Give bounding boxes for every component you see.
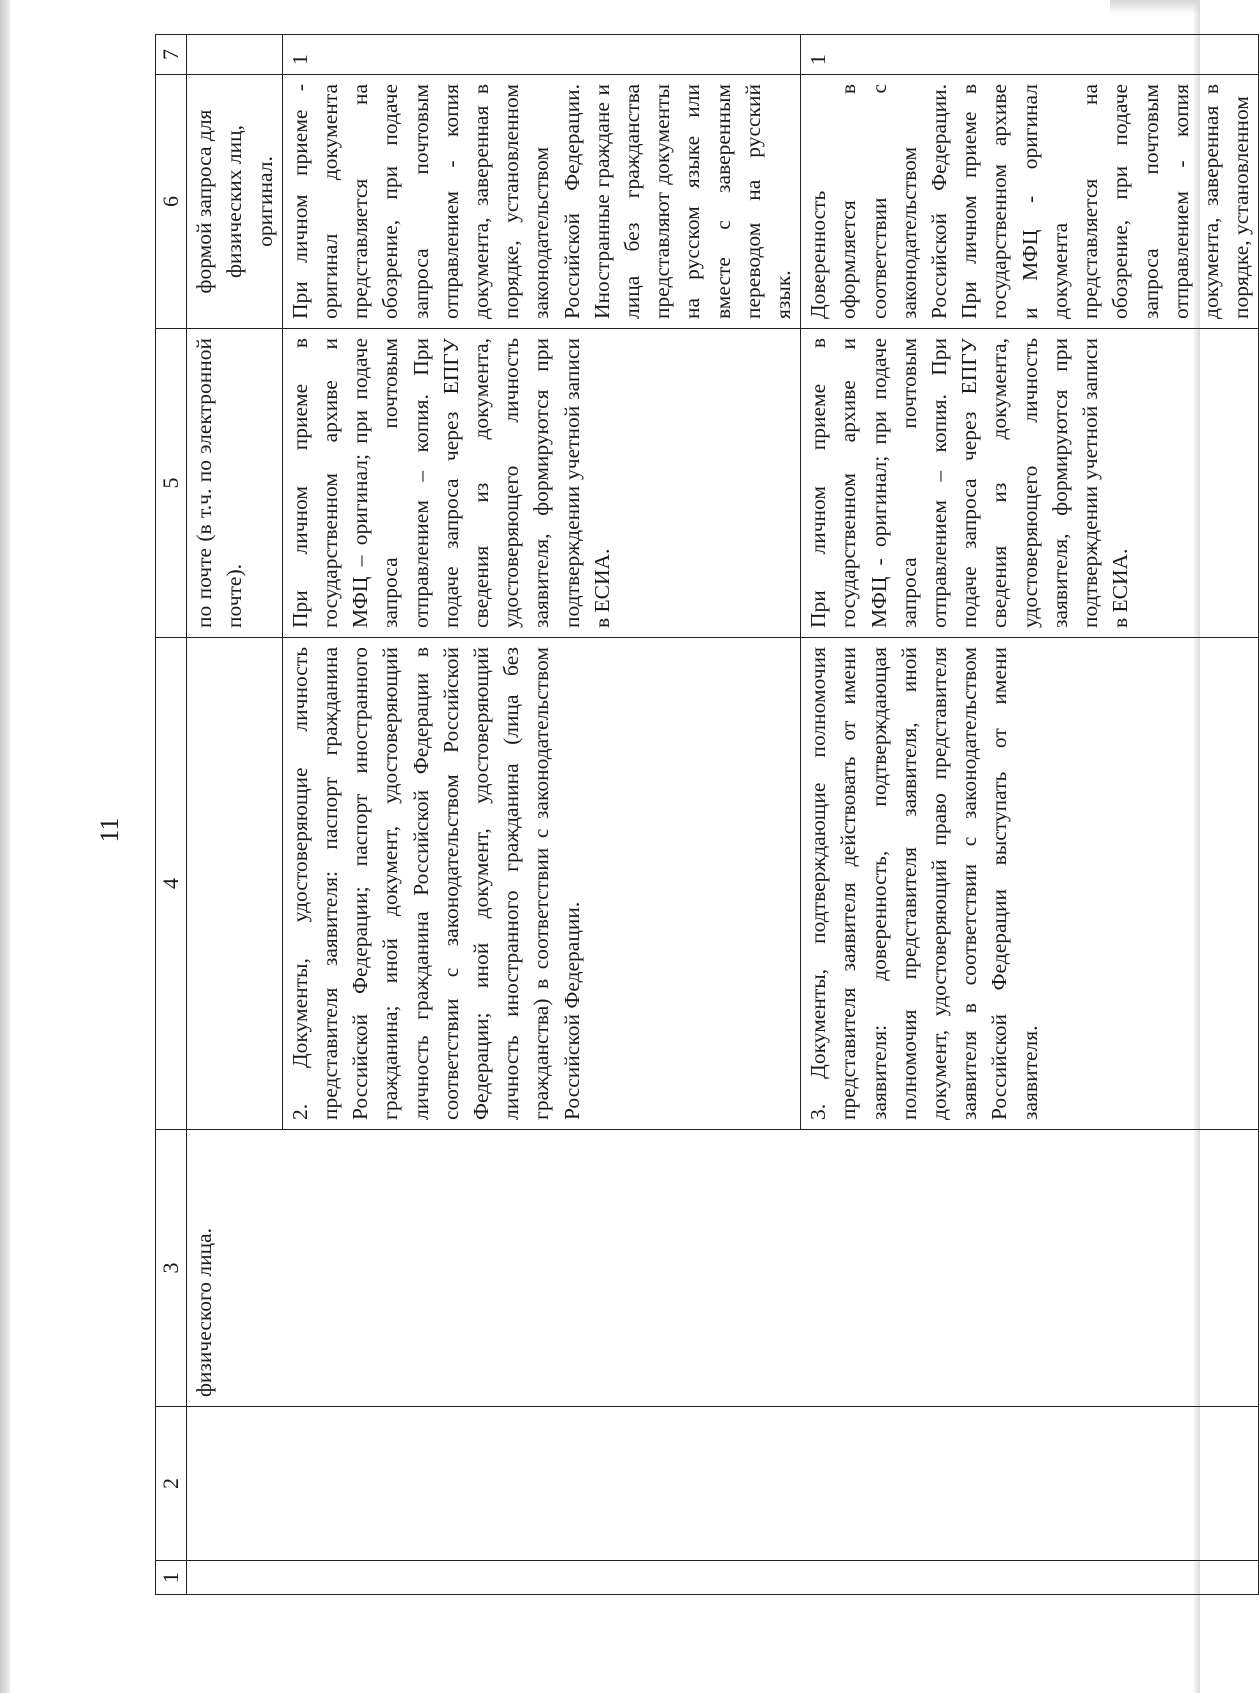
cell-text: 1 — [806, 54, 831, 65]
column-header-3: 3 — [156, 1130, 187, 1407]
cell-text: 3. Документы, подтверждающие полномочия представителя заявителя действовать от имени заявителя: доверенность, подтверждающая полномочия представителя заявителя, иной документ, удостоверяющий право представителя заявителя в соответствии с законодательством Российской Федерации выступать от имени заявителя. — [806, 647, 1042, 1120]
table-cell — [187, 329, 283, 638]
column-header-1: 1 — [156, 1561, 187, 1595]
scan-left-edge — [0, 0, 10, 1693]
document-table — [155, 34, 1259, 1595]
table-cell — [187, 35, 283, 75]
cell-text: При личном приеме - оригинал документа представляется на обозрение, при подаче запроса почтовым отправлением - копия документа, заверенная в порядке, установленном законодательством Российской Федерации. Иностранные граждане и лица без гражданства представляют документы на русском языке или вместе с заверенным переводом на русский язык. — [287, 84, 796, 319]
column-header-2: 2 — [156, 1407, 187, 1561]
table-cell — [801, 329, 1259, 638]
column-header-6: 6 — [156, 75, 187, 329]
table-cell — [187, 638, 283, 1130]
table-cell — [282, 329, 800, 638]
cell-text: Доверенность оформляется в соответствии с законодательством Российской Федерации. При личном приеме в государственном архиве и МФЦ - оригинал документа представляется на обозрение, при подаче запроса почтовым отправлением - копия документа, заверенная в порядке, установленном — [806, 84, 1254, 319]
scan-top-corner — [1110, 0, 1200, 14]
table-cell — [187, 1561, 1259, 1595]
cell-text: формой запроса для физических лиц, оригинал. — [192, 109, 277, 294]
page-number: 11 — [95, 817, 124, 843]
cell-text: 2. Документы, удостоверяющие личность представителя заявителя: паспорт гражданина Российской Федерации; паспорт иностранного гражданина; иной документ, удостоверяющий личность гражданина Российской Федерации в соответствии с законодательством Российской Федерации; иной документ, удостоверяющий личность иностранного гражданина (лица без гражданства) в соответствии с законодательством Российской Федерации. — [287, 647, 584, 1120]
column-header-7: 7 — [156, 35, 187, 75]
table-cell — [187, 1130, 1259, 1407]
cell-text: физического лица. — [192, 1227, 217, 1397]
table-cell — [187, 75, 283, 329]
table-cell — [282, 35, 800, 75]
table-row — [187, 35, 283, 1595]
table-cell — [801, 35, 1259, 75]
table-cell — [187, 1407, 1259, 1561]
table-cell — [801, 75, 1259, 329]
table-cell — [282, 75, 800, 329]
table-cell — [801, 638, 1259, 1130]
rotated-page — [75, 30, 1254, 1630]
cell-text: При личном приеме в государственном архиве и МФЦ – оригинал; при подаче запроса почтовым отправлением – копия. При подаче запроса через ЕПГУ сведения из документа, удостоверяющего личность заявителя, формируются при подтверждении учетной записи в ЕСИА. — [287, 338, 614, 628]
table-cell — [282, 638, 800, 1130]
cell-text: 1 — [287, 54, 312, 65]
cell-text: При личном приеме в государственном архиве и МФЦ - оригинал; при подаче запроса почтовым отправлением – копия. При подаче запроса через ЕПГУ сведения из документа, удостоверяющего личность заявителя, формируются при подтверждении учетной записи в ЕСИА. — [806, 338, 1133, 628]
header-row — [156, 35, 187, 1595]
cell-text: по почте (в т.ч. по электронной почте). — [192, 338, 247, 628]
column-header-4: 4 — [156, 638, 187, 1130]
column-header-5: 5 — [156, 329, 187, 638]
